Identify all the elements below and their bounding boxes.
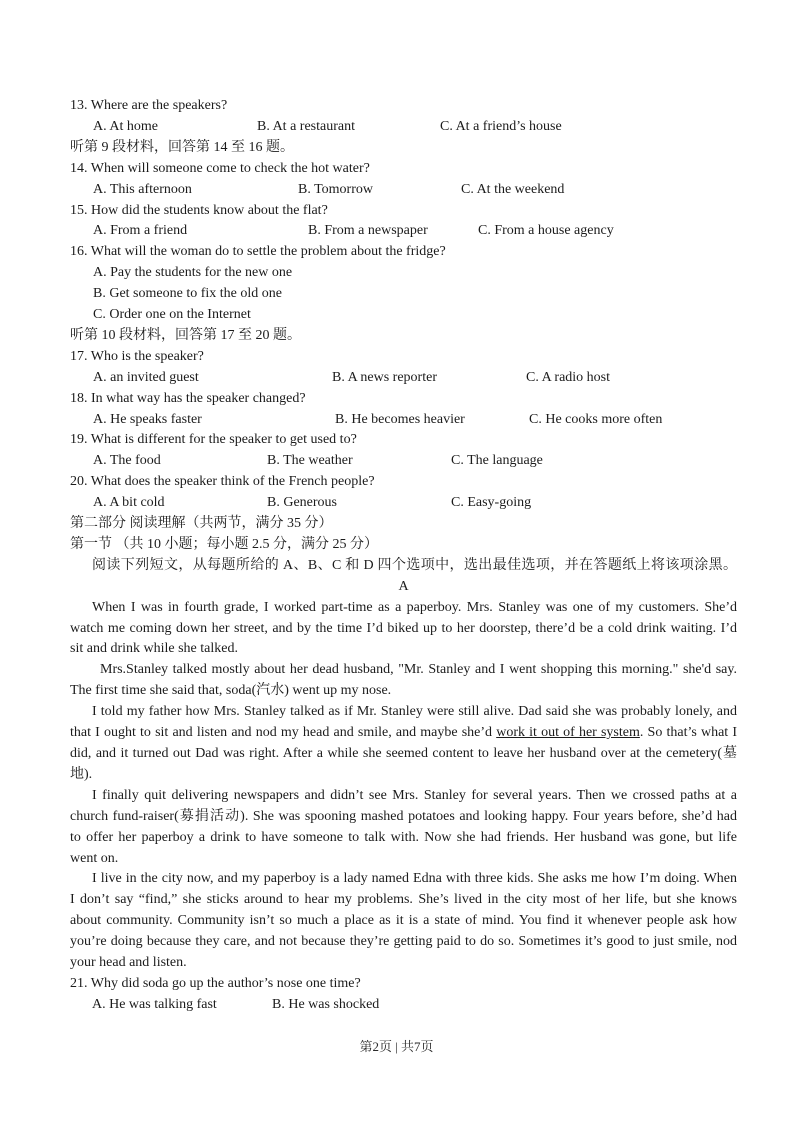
question-15-option-b: B. From a newspaper bbox=[308, 223, 428, 239]
question-21-stem: 21. Why did soda go up the author’s nose one time? bbox=[70, 975, 361, 991]
question-21-option-a: A. He was talking fast bbox=[92, 996, 217, 1012]
question-18-options bbox=[70, 410, 737, 431]
question-18-stem: 18. In what way has the speaker changed? bbox=[70, 390, 306, 406]
question-13-options bbox=[70, 117, 737, 138]
passage-a-p4-line1: I finally quit delivering newspapers and didn’t see Mrs. Stanley for several years. Then we crossed paths at a bbox=[92, 787, 737, 803]
question-13-option-b: B. At a restaurant bbox=[257, 118, 355, 134]
question-15-option-a: A. From a friend bbox=[93, 223, 188, 239]
passage-a-p3-line3: did, and it turned out Dad was right. After a while she seemed content to leave her husband over at the cemetery(墓 bbox=[70, 745, 737, 761]
question-16-option-c: C. Order one on the Internet bbox=[93, 307, 251, 323]
question-19-option-c: C. The language bbox=[451, 453, 543, 469]
passage-a-p3-line2-post: . So that’s what I bbox=[639, 725, 738, 741]
passage-a-p5-line4: you’re doing because they care, and not because they’re getting paid to do so. Sometimes it’s good to just smile, nod bbox=[70, 934, 737, 950]
question-18-option-b: B. He becomes heavier bbox=[335, 411, 465, 427]
question-15-options bbox=[70, 221, 737, 242]
passage-a-p3-line2-pre: that I ought to sit and listen and nod my head and smile, and maybe she’d bbox=[70, 725, 497, 741]
question-14-option-c: C. At the weekend bbox=[461, 181, 565, 197]
question-16-option-b: B. Get someone to fix the old one bbox=[93, 286, 282, 302]
question-15-option-c: C. From a house agency bbox=[478, 223, 614, 239]
question-20-option-b: B. Generous bbox=[267, 495, 337, 511]
part2-header: 第二部分 阅读理解（共两节，满分 35 分） bbox=[70, 516, 333, 532]
passage-a-p5-line5: your head and listen. bbox=[70, 955, 187, 971]
question-19-option-a: A. The food bbox=[93, 453, 161, 469]
passage-a-p5-line2: I don’t say “find,” she sticks around to hear my problems. She’s lived in the city most of her life, but she knows bbox=[70, 892, 737, 908]
question-17-stem: 17. Who is the speaker? bbox=[70, 348, 204, 364]
reading-instructions: 阅读下列短文，从每题所给的 A、B、C 和 D 四个选项中，选出最佳选项，并在答题纸上将该项涂黑。 bbox=[92, 557, 737, 573]
question-13-stem: 13. Where are the speakers? bbox=[70, 98, 228, 113]
passage-a-p1-line2: watch me coming down her street, and by the time I’d biked up to her doorstep, there’d be a cold drink waiting. I’d bbox=[70, 620, 737, 636]
question-14-option-b: B. Tomorrow bbox=[298, 181, 373, 197]
question-14-option-a: A. This afternoon bbox=[93, 181, 192, 197]
passage-a-p3-line2 bbox=[70, 723, 737, 744]
question-13-option-c: C. At a friend’s house bbox=[440, 118, 562, 134]
underlined-phrase: work it out of her system bbox=[496, 725, 640, 741]
question-17-options bbox=[70, 368, 737, 389]
passage-a-p1-line3: sit and drink while she talked. bbox=[70, 641, 238, 657]
question-19-option-b: B. The weather bbox=[267, 453, 353, 469]
passage-a-title: A bbox=[398, 578, 409, 594]
question-21-options bbox=[70, 995, 737, 1016]
passage-a-p3-line4: 地). bbox=[70, 766, 93, 782]
question-19-stem: 19. What is different for the speaker to get used to? bbox=[70, 432, 357, 448]
passage-a-p4-line4: went on. bbox=[70, 850, 119, 866]
passage-a-p3-line1: I told my father how Mrs. Stanley talked as if Mr. Stanley were still alive. Dad said she was probably lonely, and bbox=[92, 704, 737, 720]
question-16-stem: 16. What will the woman do to settle the problem about the fridge? bbox=[70, 244, 446, 260]
question-17-option-a: A. an invited guest bbox=[93, 369, 199, 385]
passage-a-p4-line2: church fund-raiser(募捐活动). She was spooning mashed potatoes and looking happy. Four years before, she’d had bbox=[70, 808, 737, 824]
question-13-option-a: A. At home bbox=[93, 118, 158, 134]
question-21-option-b: B. He was shocked bbox=[272, 996, 380, 1012]
listening-note-material-10: 听第 10 段材料，回答第 17 至 20 题。 bbox=[70, 327, 301, 343]
question-19-options bbox=[70, 451, 737, 472]
question-15-stem: 15. How did the students know about the flat? bbox=[70, 202, 328, 218]
page-footer: 第2页 | 共7页 bbox=[359, 1039, 434, 1054]
passage-a-p4-line3: to offer her paperboy a drink to have someone to talk with. Now she had friends. Her husband was gone, but life bbox=[70, 829, 737, 845]
question-16-option-a: A. Pay the students for the new one bbox=[93, 265, 293, 281]
question-17-option-c: C. A radio host bbox=[526, 369, 611, 385]
question-20-option-a: A. A bit cold bbox=[93, 495, 165, 511]
question-20-option-c: C. Easy-going bbox=[451, 495, 532, 511]
passage-a-p5-line3: about community. Community isn’t so much a place as it is a state of mind. You find it whenever people ask how bbox=[70, 913, 737, 929]
page-content bbox=[70, 96, 737, 1016]
listening-note-material-9: 听第 9 段材料，回答第 14 至 16 题。 bbox=[70, 139, 294, 155]
section1-header: 第一节 （共 10 小题；每小题 2.5 分，满分 25 分） bbox=[70, 536, 378, 552]
question-14-options bbox=[70, 180, 737, 201]
question-17-option-b: B. A news reporter bbox=[332, 369, 437, 385]
question-20-stem: 20. What does the speaker think of the French people? bbox=[70, 474, 375, 490]
question-20-options bbox=[70, 493, 737, 514]
passage-a-p1-line1: When I was in fourth grade, I worked part-time as a paperboy. Mrs. Stanley was one of my customers. She’d bbox=[92, 599, 737, 615]
question-18-option-a: A. He speaks faster bbox=[93, 411, 202, 427]
passage-a-p2-line1: Mrs.Stanley talked mostly about her dead husband, "Mr. Stanley and I went shopping this morning." she'd say. bbox=[100, 662, 737, 678]
passage-a-p5-line1: I live in the city now, and my paperboy is a lady named Edna with three kids. She asks me how I’m doing. When bbox=[92, 871, 737, 887]
question-14-stem: 14. When will someone come to check the hot water? bbox=[70, 160, 370, 176]
question-18-option-c: C. He cooks more often bbox=[529, 411, 663, 427]
passage-a-p2-line2: The first time she said that, soda(汽水) went up my nose. bbox=[70, 683, 392, 699]
